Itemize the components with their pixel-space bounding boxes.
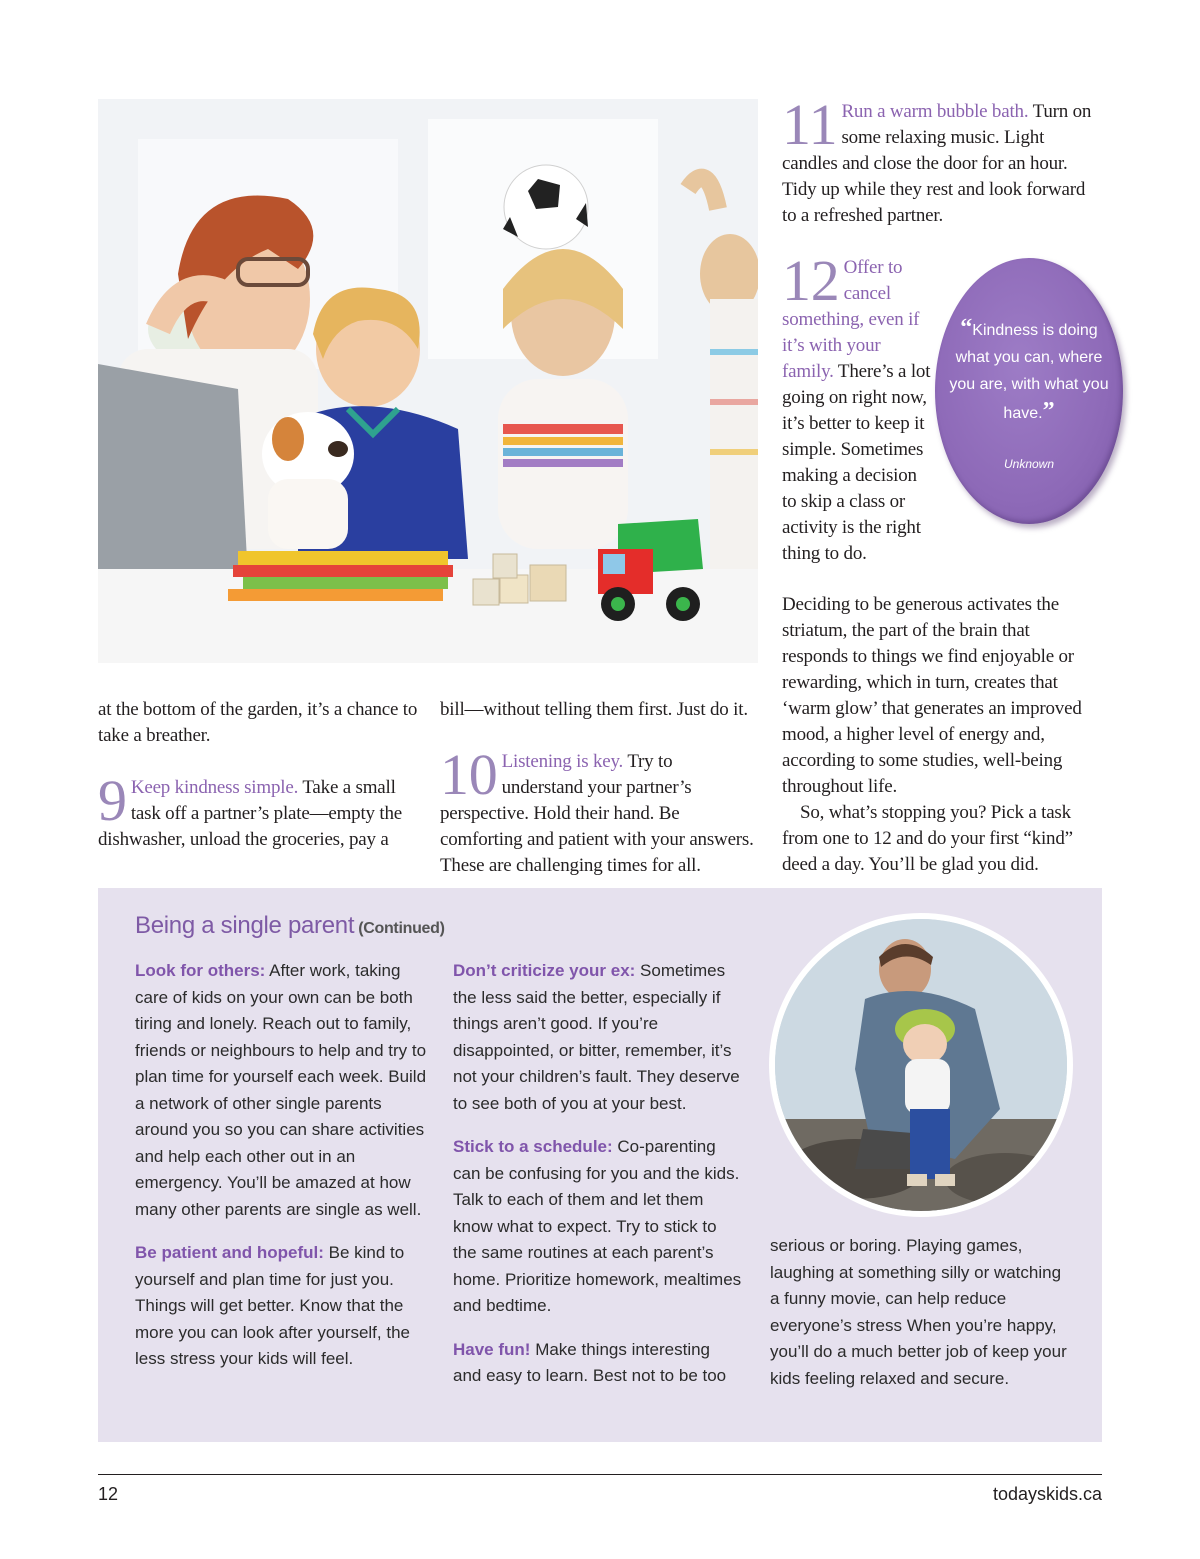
single-parent-title-text: Being a single parent [135,912,355,939]
have-fun [453,1337,743,1390]
single-parent-column-1 [135,958,431,1390]
single-parent-title [135,912,445,940]
tip-9-heading: Keep kindness simple. [130,777,299,798]
have-fun-lead: Have fun! [453,1339,531,1359]
look-for-others [135,958,431,1223]
be-patient-lead: Be patient and hopeful: [135,1243,324,1262]
single-parent-column-2 [453,958,743,1407]
closing-paragraph-2: So, what’s stopping you? Pick a task from one to 12 and do your first “kind” deed a day. You’ll be glad you did. [782,802,1073,875]
quote-body: Kindness is doing what you can, where you are, with what you have. [949,322,1109,422]
tip-11-body: Turn on some relaxing music. Light candles and close the door for an hour. Tidy up while they rest and look forward to a refreshed partner. [782,101,1092,226]
tip-11 [782,92,1092,229]
dont-criticize-lead: Don’t criticize your ex: [453,961,636,980]
dont-criticize [453,958,743,1117]
look-for-others-lead: Look for others: [135,961,266,980]
tip-12 [782,248,932,567]
closing-paragraph-1: Deciding to be generous activates the striatum, the part of the brain that responds to things we find enjoyable or rewarding, which in turn, creates that ‘warm glow’ that generates an improved mood, a higher level of energy and, according to some studies, well-being throughout life. [782,594,1082,797]
dont-criticize-body: Sometimes the less said the better, especially if things aren’t good. If you’re disappointed, or bitter, remember, it’s not your children’s fault. They deserve to see both of you at your best. [453,961,740,1113]
father-child-photo [769,913,1073,1217]
tip-10 [440,742,758,879]
look-for-others-body: After work, taking care of kids on your own can be both tiring and lonely. Reach out to family, friends or neighbours to help and try to plan time for yourself each week. Build a network of other single parents around you so you can share activities and help each other out in an emergency. You’ll be amazed at how many other parents are single as well. [135,961,427,1219]
father-child-illustration [775,919,1067,1211]
column-1-continuation: at the bottom of the garden, it’s a chance to take a breather. [98,699,418,746]
single-parent-column-3 [770,1233,1070,1392]
article-column-1 [98,697,418,853]
stick-to-schedule-lead: Stick to a schedule: [453,1137,613,1156]
tip-10-heading: Listening is key. [501,751,624,772]
tip-12-heading: Offer to cancel something, even if it’s with your family. [782,257,920,382]
tip-10-body: Try to understand your partner’s perspective. Hold their hand. Be comforting and patient with your answers. These are challenging times for all. [440,751,754,876]
single-parent-sidebar [98,888,1102,1442]
tip-9 [98,768,418,853]
page-number: 12 [98,1484,119,1504]
quote-author: Unknown [1003,457,1055,471]
footer-rule [98,1474,1102,1475]
tip-9-body: Take a small task off a partner’s plate—empty the dishwasher, unload the groceries, pay a [98,777,403,850]
tip-9-number: 9 [98,768,127,833]
column-2-continuation: bill—without telling them first. Just do it. [440,699,748,720]
have-fun-body: Make things interesting and easy to learn. Best not to be too [453,1339,727,1385]
quote-close-mark: ” [1042,398,1055,424]
quote-text [949,315,1109,427]
hero-photo-illustration [98,99,758,663]
tip-12-number: 12 [782,248,840,313]
be-patient [135,1240,431,1373]
stick-to-schedule-body: Co-parenting can be confusing for you and the kids. Talk to each of them and let them know what to expect. Try to stick to the same routines at each parent’s home. Prioritize homework, mealtimes and bedtime. [453,1137,742,1315]
site-url: todayskids.ca [992,1484,1102,1504]
tip-10-number: 10 [440,742,498,807]
single-parent-continued: (Continued) [358,920,445,937]
tip-11-heading: Run a warm bubble bath. [841,101,1029,122]
tip-11-number: 11 [782,92,838,157]
have-fun-continuation: serious or boring. Playing games, laughing at something silly or watching a funny movie, can help reduce everyone’s stress When you’re happy, you’ll do a much better job of keep your kids feeling relaxed and secure. [770,1236,1067,1388]
article-column-2 [440,697,758,879]
stick-to-schedule [453,1134,743,1320]
hero-photo [98,99,758,663]
tip-12-body: There’s a lot going on right now, it’s better to keep it simple. Sometimes making a decision to skip a class or activity is the right thing to do. [782,361,931,564]
article-closing [782,592,1100,878]
quote-open-mark: “ [960,315,973,341]
be-patient-body: Be kind to yourself and plan time for just you. Things will get better. Know that the more you can look after yourself, the less stress your kids will feel. [135,1243,410,1368]
quote-bubble [935,258,1123,524]
